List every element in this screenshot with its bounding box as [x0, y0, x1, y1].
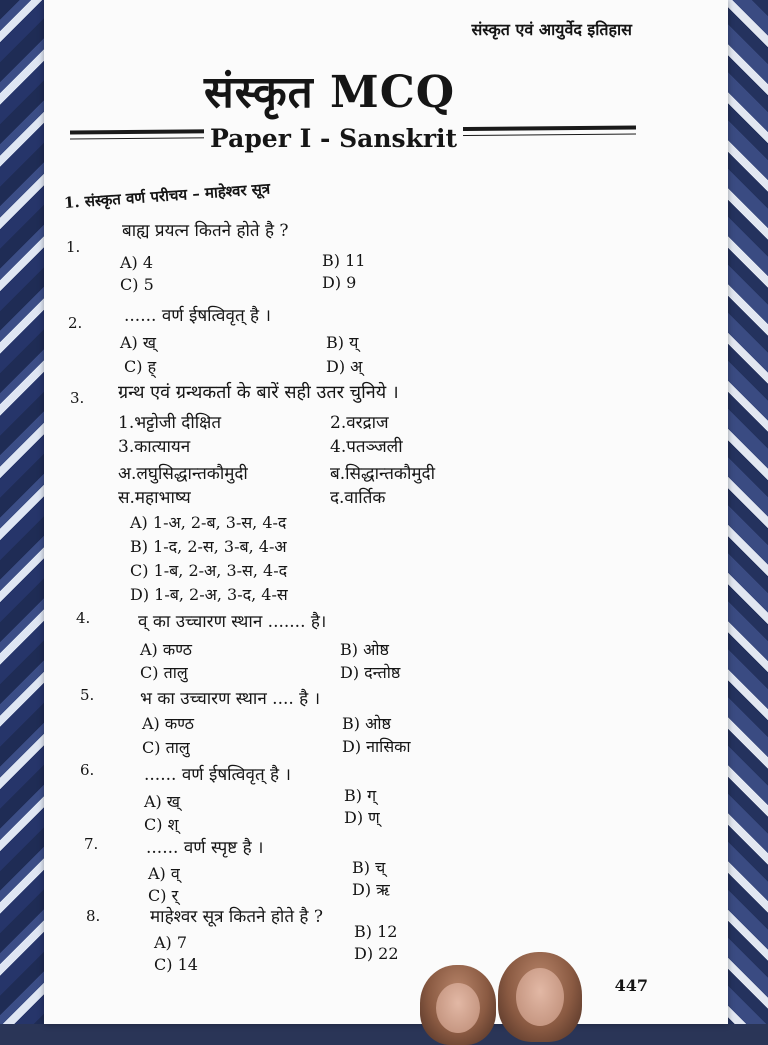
question-3-number: 3. [70, 389, 85, 407]
question-2-option-a: A) ख् [120, 333, 156, 352]
question-1-option-d: D) 9 [322, 273, 357, 292]
question-7-number: 7. [84, 835, 99, 853]
finger-right-nail [516, 968, 564, 1026]
question-4-option-a: A) कण्ठ [140, 640, 192, 659]
question-6-option-c: C) श् [144, 815, 179, 834]
question-8-option-b: B) 12 [354, 922, 398, 941]
question-8-text: माहेश्वर सूत्र कितने होते है ? [150, 907, 323, 927]
question-2-option-c: C) ह् [124, 357, 157, 376]
finger-right [498, 952, 582, 1042]
question-7-option-c: C) र् [148, 886, 179, 905]
question-5-text: भ का उच्चारण स्थान .... है । [140, 689, 321, 709]
question-3-item-a: अ.लघुसिद्धान्तकौमुदी [118, 464, 248, 484]
page-number: 447 [614, 976, 648, 995]
finger-left-nail [436, 983, 480, 1033]
question-4-option-c: C) तालु [140, 663, 188, 682]
question-3-option-d: D) 1-ब, 2-अ, 3-द, 4-स [130, 585, 288, 604]
question-3-item-3: 3.कात्यायन [118, 437, 191, 457]
question-6-text: ...... वर्ण ईषत्विवृत् है । [144, 765, 291, 785]
question-7-option-a: A) व् [148, 864, 180, 883]
question-2-option-d: D) अ् [326, 357, 363, 376]
question-5-number: 5. [80, 686, 95, 704]
question-5-option-c: C) तालु [142, 738, 190, 757]
question-4-text: व् का उच्चारण स्थान ....... है। [138, 612, 327, 632]
question-5-option-b: B) ओष्ठ [342, 714, 391, 733]
question-7-text: ...... वर्ण स्पृष्ट है । [146, 838, 264, 858]
question-1-text: बाह्य प्रयत्न कितने होते है ? [122, 221, 289, 241]
question-8-option-d: D) 22 [354, 944, 399, 963]
question-8-option-c: C) 14 [154, 955, 198, 974]
paper-title: Paper I - Sanskrit [204, 124, 463, 153]
question-1-option-a: A) 4 [120, 253, 154, 272]
question-2-number: 2. [68, 314, 83, 332]
question-7-option-b: B) च् [352, 858, 386, 877]
question-6-option-b: B) ग् [344, 786, 377, 805]
question-6-option-a: A) ख् [144, 792, 180, 811]
question-6-number: 6. [80, 761, 95, 779]
question-3-item-b: ब.सिद्धान्तकौमुदी [330, 464, 435, 484]
question-1-number: 1. [66, 238, 81, 256]
question-3-option-c: C) 1-ब, 2-अ, 3-स, 4-द [130, 561, 288, 580]
book-page [44, 0, 728, 1024]
finger-left [420, 965, 496, 1045]
question-4-option-d: D) दन्तोष्ठ [340, 663, 401, 682]
question-3-option-b: B) 1-द, 2-स, 3-ब, 4-अ [130, 537, 287, 556]
question-4-number: 4. [76, 609, 91, 627]
question-2-text: ...... वर्ण ईषत्विवृत् है । [124, 306, 271, 326]
question-3-item-d: द.वार्तिक [330, 488, 386, 508]
question-5-option-d: D) नासिका [342, 737, 411, 756]
question-5-option-a: A) कण्ठ [142, 714, 194, 733]
question-3-item-1: 1.भट्टोजी दीक्षित [118, 413, 222, 433]
main-title: संस्कृत MCQ [204, 67, 456, 118]
question-1-option-b: B) 11 [322, 251, 366, 270]
question-2-option-b: B) य् [326, 333, 359, 352]
section-title: 1. संस्कृत वर्ण परीचय – माहेश्वर सूत्र [63, 179, 271, 212]
question-7-option-d: D) ऋ [352, 880, 390, 899]
question-3-text: ग्रन्थ एवं ग्रन्थकर्ता के बारें सही उतर चुनिये । [118, 382, 399, 403]
question-8-number: 8. [86, 907, 101, 925]
question-3-item-4: 4.पतञ्जली [330, 437, 403, 457]
question-3-item-2: 2.वरद्राज [330, 413, 389, 433]
question-8-option-a: A) 7 [154, 933, 188, 952]
running-header: संस्कृत एवं आयुर्वेद इतिहास [471, 20, 632, 39]
question-6-option-d: D) ण् [344, 808, 380, 827]
question-3-item-c: स.महाभाष्य [118, 488, 191, 508]
question-3-option-a: A) 1-अ, 2-ब, 3-स, 4-द [130, 513, 287, 532]
question-4-option-b: B) ओष्ठ [340, 640, 389, 659]
question-1-option-c: C) 5 [120, 275, 154, 294]
